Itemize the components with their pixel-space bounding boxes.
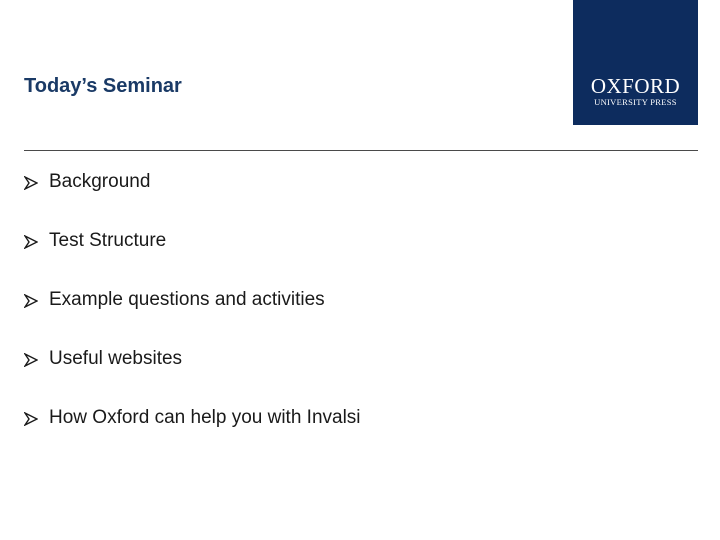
bullet-item <box>24 289 361 348</box>
bullet-item <box>24 171 361 230</box>
title-divider <box>24 150 698 151</box>
arrow-bullet-icon <box>24 171 48 190</box>
bullet-text: Background <box>49 171 151 192</box>
bullet-text: Example questions and activities <box>49 289 325 310</box>
arrow-bullet-icon <box>24 289 48 308</box>
bullet-item <box>24 407 361 466</box>
arrow-bullet-icon <box>24 230 48 249</box>
bullet-item <box>24 230 361 289</box>
oxford-logo <box>573 0 698 125</box>
bullet-list <box>24 171 361 466</box>
arrow-bullet-icon <box>24 407 48 426</box>
logo-wordmark: OXFORD <box>590 74 681 98</box>
bullet-item <box>24 348 361 407</box>
arrow-bullet-icon <box>24 348 48 367</box>
bullet-text: Useful websites <box>49 348 183 369</box>
logo-subtitle: UNIVERSITY PRESS <box>594 97 677 107</box>
bullet-text: How Oxford can help you with Invalsi <box>49 407 361 428</box>
slide-title: Today’s Seminar <box>24 75 182 97</box>
bullet-text: Test Structure <box>49 230 167 251</box>
